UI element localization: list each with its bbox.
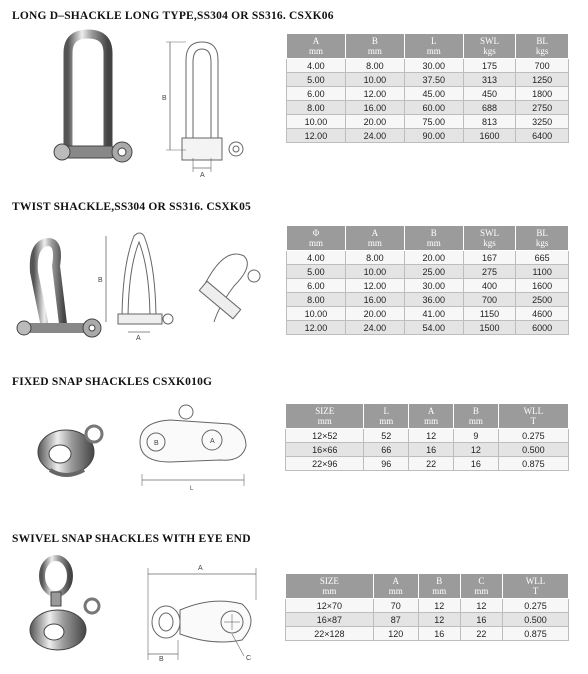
table-cell: 16 bbox=[460, 613, 502, 627]
table-cell: 4.00 bbox=[287, 59, 346, 73]
table-cell: 6000 bbox=[516, 321, 569, 335]
table-cell: 30.00 bbox=[404, 59, 463, 73]
column-header-unit: mm bbox=[474, 586, 489, 596]
table-cell: 0.275 bbox=[498, 429, 568, 443]
table-cell: 12×52 bbox=[286, 429, 364, 443]
table-cell: 688 bbox=[463, 101, 516, 115]
table-cell: 36.00 bbox=[404, 293, 463, 307]
swivel-snap-shackle-photo bbox=[20, 550, 110, 668]
column-header bbox=[286, 404, 364, 429]
column-header-name: SIZE bbox=[319, 576, 339, 586]
table-header-row bbox=[287, 226, 569, 251]
column-header-unit: mm bbox=[426, 238, 441, 248]
twist-shackle-photo bbox=[12, 232, 104, 350]
column-header-unit: T bbox=[532, 586, 539, 596]
table-header-row bbox=[286, 404, 569, 429]
column-header bbox=[516, 34, 569, 59]
column-header bbox=[463, 226, 516, 251]
column-header bbox=[345, 34, 404, 59]
drawing-label-c: C bbox=[246, 655, 252, 662]
table-cell: 1600 bbox=[463, 129, 516, 143]
column-header-unit: mm bbox=[322, 586, 337, 596]
table-row bbox=[287, 129, 569, 143]
table-cell: 12 bbox=[460, 599, 502, 613]
table-cell: 4.00 bbox=[287, 251, 346, 265]
table-cell: 8.00 bbox=[287, 101, 346, 115]
long-d-shackle-photo bbox=[48, 28, 148, 176]
table-cell: 70 bbox=[373, 599, 418, 613]
table-header-row bbox=[287, 34, 569, 59]
table-cell: 41.00 bbox=[404, 307, 463, 321]
column-header-name: B bbox=[371, 36, 378, 46]
table-cell: 275 bbox=[463, 265, 516, 279]
table-cell: 16×66 bbox=[286, 443, 364, 457]
column-header-name: L bbox=[383, 406, 390, 416]
section-title-swivel-snap-shackles: SWIVEL SNAP SHACKLES WITH EYE END bbox=[12, 533, 251, 545]
column-header-name: A bbox=[371, 228, 379, 238]
table-cell: 16.00 bbox=[345, 293, 404, 307]
table-row bbox=[286, 429, 569, 443]
column-header bbox=[287, 34, 346, 59]
column-header-name: L bbox=[430, 36, 437, 46]
table-cell: 24.00 bbox=[345, 321, 404, 335]
column-header bbox=[409, 404, 454, 429]
table-cell: 20.00 bbox=[345, 115, 404, 129]
long-d-shackle-drawing bbox=[148, 32, 268, 180]
column-header bbox=[373, 574, 418, 599]
table-cell: 52 bbox=[364, 429, 409, 443]
table-cell: 16 bbox=[409, 443, 454, 457]
drawing-label-b: B bbox=[159, 656, 164, 663]
column-header-unit: mm bbox=[367, 238, 382, 248]
column-header-unit: mm bbox=[424, 416, 439, 426]
table-cell: 1800 bbox=[516, 87, 569, 101]
column-header bbox=[502, 574, 568, 599]
table-cell: 2500 bbox=[516, 293, 569, 307]
column-header bbox=[498, 404, 568, 429]
table-cell: 12 bbox=[418, 613, 460, 627]
table-cell: 12 bbox=[409, 429, 454, 443]
table-cell: 8.00 bbox=[345, 251, 404, 265]
column-header-unit: kgs bbox=[483, 238, 496, 248]
table-cell: 5.00 bbox=[287, 73, 346, 87]
table-cell: 54.00 bbox=[404, 321, 463, 335]
column-header-name: Φ bbox=[312, 228, 320, 238]
table-row bbox=[287, 87, 569, 101]
table-cell: 10.00 bbox=[345, 265, 404, 279]
table-cell: 8.00 bbox=[287, 293, 346, 307]
table-cell: 5.00 bbox=[287, 265, 346, 279]
table-cell: 12.00 bbox=[345, 279, 404, 293]
column-header bbox=[454, 404, 499, 429]
table-row bbox=[287, 101, 569, 115]
table-cell: 22 bbox=[460, 627, 502, 641]
column-header-name: SWL bbox=[479, 36, 499, 46]
column-header-unit: mm bbox=[426, 46, 441, 56]
table-cell: 120 bbox=[373, 627, 418, 641]
table-row bbox=[287, 265, 569, 279]
column-header-name: B bbox=[472, 406, 479, 416]
drawing-label-l: L bbox=[190, 486, 194, 492]
drawing-label-b: B bbox=[98, 277, 103, 284]
column-header-name: BL bbox=[536, 228, 548, 238]
column-header bbox=[418, 574, 460, 599]
table-cell: 16 bbox=[418, 627, 460, 641]
table-cell: 8.00 bbox=[345, 59, 404, 73]
drawing-label-a: A bbox=[136, 335, 141, 342]
table-cell: 12×70 bbox=[286, 599, 374, 613]
table-cell: 25.00 bbox=[404, 265, 463, 279]
table-row bbox=[286, 599, 569, 613]
table-cell: 6.00 bbox=[287, 87, 346, 101]
column-header-name: BL bbox=[536, 36, 548, 46]
fixed-snap-shackles-table bbox=[285, 403, 569, 471]
column-header bbox=[286, 574, 374, 599]
table-cell: 22×128 bbox=[286, 627, 374, 641]
table-cell: 90.00 bbox=[404, 129, 463, 143]
fixed-snap-shackle-drawing bbox=[130, 402, 258, 492]
table-cell: 12 bbox=[418, 599, 460, 613]
table-cell: 0.275 bbox=[502, 599, 568, 613]
column-header-unit: mm bbox=[432, 586, 447, 596]
table-cell: 20.00 bbox=[404, 251, 463, 265]
fixed-snap-shackle-photo bbox=[30, 404, 110, 484]
table-row bbox=[287, 115, 569, 129]
column-header bbox=[463, 34, 516, 59]
table-row bbox=[286, 457, 569, 471]
table-cell: 87 bbox=[373, 613, 418, 627]
table-cell: 0.875 bbox=[502, 627, 568, 641]
table-cell: 6.00 bbox=[287, 279, 346, 293]
column-header-unit: mm bbox=[388, 586, 403, 596]
twist-shackle-drawing bbox=[94, 226, 274, 346]
table-header-row bbox=[286, 574, 569, 599]
column-header-unit: mm bbox=[308, 46, 323, 56]
table-cell: 16×87 bbox=[286, 613, 374, 627]
table-cell: 700 bbox=[463, 293, 516, 307]
table-cell: 1600 bbox=[516, 279, 569, 293]
table-cell: 450 bbox=[463, 87, 516, 101]
column-header-unit: mm bbox=[379, 416, 394, 426]
column-header bbox=[460, 574, 502, 599]
table-cell: 22×96 bbox=[286, 457, 364, 471]
table-cell: 813 bbox=[463, 115, 516, 129]
table-cell: 2750 bbox=[516, 101, 569, 115]
table-cell: 66 bbox=[364, 443, 409, 457]
column-header-name: B bbox=[430, 228, 437, 238]
table-row bbox=[286, 613, 569, 627]
column-header-name: WLL bbox=[525, 576, 546, 586]
column-header-name: A bbox=[427, 406, 435, 416]
table-cell: 175 bbox=[463, 59, 516, 73]
swivel-snap-shackles-table bbox=[285, 573, 569, 641]
table-cell: 60.00 bbox=[404, 101, 463, 115]
table-cell: 0.500 bbox=[498, 443, 568, 457]
table-cell: 400 bbox=[463, 279, 516, 293]
table-row bbox=[287, 59, 569, 73]
drawing-label-a: A bbox=[198, 565, 203, 572]
column-header bbox=[364, 404, 409, 429]
table-cell: 30.00 bbox=[404, 279, 463, 293]
column-header-unit: T bbox=[530, 416, 537, 426]
table-cell: 12.00 bbox=[345, 87, 404, 101]
column-header-name: SWL bbox=[479, 228, 499, 238]
drawing-label-b: B bbox=[154, 440, 159, 447]
table-row bbox=[286, 627, 569, 641]
table-cell: 12 bbox=[454, 443, 499, 457]
swivel-snap-shackle-drawing bbox=[132, 560, 272, 664]
column-header-name: WLL bbox=[523, 406, 544, 416]
table-cell: 6400 bbox=[516, 129, 569, 143]
table-cell: 16.00 bbox=[345, 101, 404, 115]
section-title-fixed-snap-shackles: FIXED SNAP SHACKLES CSXK010G bbox=[12, 376, 213, 388]
table-cell: 96 bbox=[364, 457, 409, 471]
table-cell: 1100 bbox=[516, 265, 569, 279]
drawing-label-b: B bbox=[162, 95, 167, 102]
table-cell: 20.00 bbox=[345, 307, 404, 321]
drawing-label-a: A bbox=[200, 172, 205, 179]
column-header-unit: mm bbox=[468, 416, 483, 426]
table-cell: 10.00 bbox=[345, 73, 404, 87]
table-row bbox=[287, 307, 569, 321]
table-cell: 24.00 bbox=[345, 129, 404, 143]
table-cell: 10.00 bbox=[287, 307, 346, 321]
column-header-unit: kgs bbox=[535, 238, 549, 248]
column-header bbox=[404, 226, 463, 251]
table-row bbox=[287, 251, 569, 265]
table-cell: 0.500 bbox=[502, 613, 568, 627]
column-header-name: SIZE bbox=[315, 406, 335, 416]
table-cell: 10.00 bbox=[287, 115, 346, 129]
table-row bbox=[287, 293, 569, 307]
table-row bbox=[287, 321, 569, 335]
column-header-unit: kgs bbox=[483, 46, 496, 56]
table-row bbox=[287, 73, 569, 87]
section-title-twist-shackle: TWIST SHACKLE,SS304 OR SS316. CSXK05 bbox=[12, 201, 251, 213]
table-cell: 22 bbox=[409, 457, 454, 471]
table-cell: 12.00 bbox=[287, 321, 346, 335]
table-row bbox=[287, 279, 569, 293]
table-cell: 167 bbox=[463, 251, 516, 265]
table-row bbox=[286, 443, 569, 457]
table-cell: 12.00 bbox=[287, 129, 346, 143]
column-header-unit: mm bbox=[367, 46, 382, 56]
table-cell: 1250 bbox=[516, 73, 569, 87]
table-cell: 9 bbox=[454, 429, 499, 443]
table-cell: 4600 bbox=[516, 307, 569, 321]
drawing-label-a: A bbox=[210, 438, 215, 445]
column-header bbox=[516, 226, 569, 251]
column-header bbox=[404, 34, 463, 59]
table-cell: 0.875 bbox=[498, 457, 568, 471]
table-cell: 75.00 bbox=[404, 115, 463, 129]
table-cell: 700 bbox=[516, 59, 569, 73]
table-cell: 45.00 bbox=[404, 87, 463, 101]
table-cell: 37.50 bbox=[404, 73, 463, 87]
column-header-name: C bbox=[478, 576, 485, 586]
column-header-unit: kgs bbox=[535, 46, 549, 56]
column-header-unit: mm bbox=[317, 416, 332, 426]
table-cell: 313 bbox=[463, 73, 516, 87]
twist-shackle-table bbox=[286, 225, 569, 335]
column-header-name: A bbox=[312, 36, 320, 46]
column-header-name: B bbox=[436, 576, 443, 586]
column-header bbox=[287, 226, 346, 251]
table-cell: 3250 bbox=[516, 115, 569, 129]
column-header-unit: mm bbox=[308, 238, 323, 248]
table-cell: 16 bbox=[454, 457, 499, 471]
long-d-shackle-table bbox=[286, 33, 569, 143]
table-cell: 1150 bbox=[463, 307, 516, 321]
column-header-name: A bbox=[392, 576, 399, 586]
table-cell: 665 bbox=[516, 251, 569, 265]
table-cell: 1500 bbox=[463, 321, 516, 335]
section-title-long-d-shackle: LONG D–SHACKLE LONG TYPE,SS304 OR SS316. CSXK06 bbox=[12, 10, 334, 22]
column-header bbox=[345, 226, 404, 251]
